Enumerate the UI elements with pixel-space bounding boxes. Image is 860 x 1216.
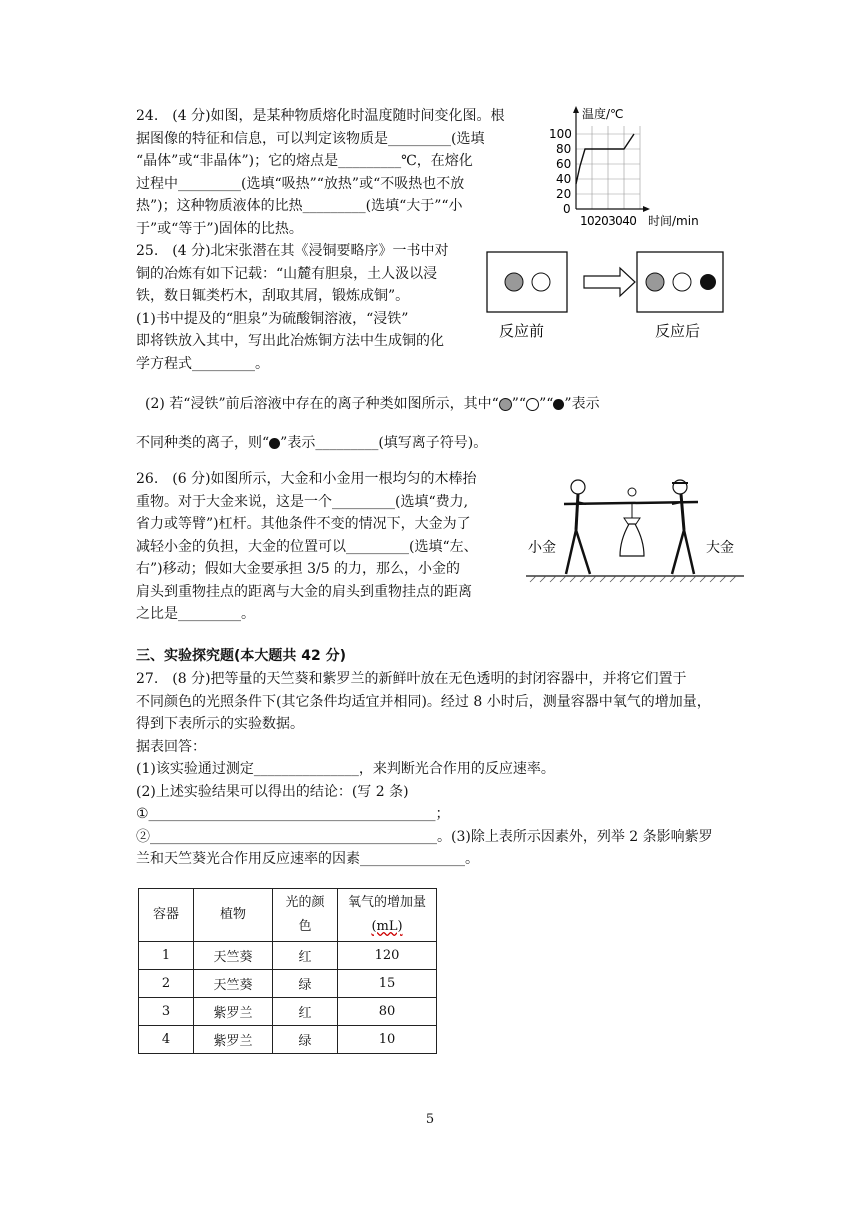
q25-part2-cont [136, 432, 487, 455]
q25-part2-text: (2) 若“浸铁”前后溶液中存在的离子种类如图所示，其中“ [145, 396, 499, 412]
gray-ion-icon [646, 273, 664, 291]
q25-part2-text: ”“ [539, 396, 554, 412]
q27-line: (1)该实验通过测定_______________，来判断光合作用的反应速率。 [136, 761, 555, 777]
xiaojin-label: 小金 [528, 540, 556, 556]
table-header: 氧气的增加量(mL) [338, 889, 437, 942]
table-row: 1 天竺葵 红 120 [139, 942, 437, 970]
graph-y-label: 温度/℃ [582, 107, 624, 121]
right-arrow-icon [584, 268, 635, 296]
q26-line: 省力或等臂”)杠杆。其他条件不变的情况下，大金为了 [136, 516, 471, 532]
graph-y-tick: 60 [556, 157, 572, 171]
q25-part2-text: ”表示_________(填写离子符号)。 [280, 435, 488, 451]
q27-text [136, 668, 713, 871]
q25-part2-text: 不同种类的离子，则“ [136, 435, 270, 451]
table-header: 容器 [139, 889, 194, 942]
graph-y-tick: 100 [549, 127, 572, 141]
black-ion-icon [553, 399, 564, 410]
q25-line: 25. (4 分)北宋张潜在其《浸铜要略序》一书中对 [136, 243, 449, 259]
q26-line: 右”)移动；假如大金要承担 3/5 的力，那么，小金的 [136, 561, 461, 577]
table-row: 2 天竺葵 绿 15 [139, 970, 437, 998]
q25-line: 即将铁放入其中，写出此冶炼铜方法中生成铜的化 [136, 333, 444, 349]
lever-figure [526, 470, 744, 590]
page-number: 5 [425, 1112, 435, 1127]
q24-line: 24. (4 分)如图，是某种物质熔化时温度随时间变化图。根 [136, 108, 505, 124]
q27-line: (2)上述实验结果可以得出的结论：(写 2 条) [136, 783, 409, 800]
q24-line: 过程中_________(选填“吸热”“放热”或“不吸热也不放 [136, 175, 465, 192]
graph-y-tick: 20 [556, 187, 572, 201]
white-ion-icon [673, 273, 691, 291]
q25-line: 学方程式_________。 [136, 355, 269, 372]
q26-line: 重物。对于大金来说，这是一个_________(选填“费力, [136, 493, 469, 510]
q27-line: ②_________________________________________。(3)除上表所示因素外，列举 2 条影响紫罗 [136, 828, 713, 845]
table-unit: (mL) [371, 919, 403, 934]
graph-x-label: 时间/min [648, 214, 699, 228]
q24-text [136, 105, 505, 240]
diagram-before-label: 反应前 [499, 322, 545, 340]
white-ion-icon [526, 398, 539, 411]
black-ion-icon [269, 438, 280, 449]
q26-line: 之比是_________。 [136, 606, 255, 622]
q27-line: 不同颜色的光照条件下(其它条件均适宜并相同)。经过 8 小时后，测量容器中氧气的增加量， [136, 693, 711, 710]
q24-line: 据图像的特征和信息，可以判定该物质是_________(选填 [136, 130, 485, 147]
q27-line: ①_________________________________________； [136, 806, 450, 822]
black-ion-icon [700, 274, 716, 290]
q25-part2-text: ”表示 [564, 396, 600, 412]
q26-text [136, 468, 478, 626]
q26-line: 肩头到重物挂点的距离与大金的肩头到重物挂点的距离 [136, 583, 472, 600]
table-row: 4 紫罗兰 绿 10 [139, 1026, 437, 1054]
q27-line: 27. (8 分)把等量的天竺葵和紫罗兰的新鲜叶放在无色透明的封闭容器中，并将它们置于 [136, 671, 687, 687]
q25-part2-text: ”“ [511, 396, 527, 412]
dajin-label: 大金 [706, 540, 734, 556]
graph-y-tick: 80 [556, 142, 572, 156]
ion-diagram [485, 250, 725, 345]
experiment-table [138, 888, 437, 1054]
gray-ion-icon [505, 273, 523, 291]
graph-x-ticks: 10203040 [580, 214, 637, 228]
section-heading: 三、实验探究题(本大题共 42 分) [136, 648, 347, 664]
q27-line: 据表回答： [136, 738, 206, 755]
q25-line: 铜的冶炼有如下记载：“山麓有胆泉，土人汲以浸 [136, 265, 438, 282]
graph-y-tick: 40 [556, 172, 572, 186]
q26-line: 减轻小金的负担，大金的位置可以_________(选填“左、 [136, 538, 478, 555]
gray-ion-icon [499, 398, 512, 411]
table-header: 植物 [194, 889, 273, 942]
white-ion-icon [532, 273, 550, 291]
q27-line: 兰和天竺葵光合作用反应速率的因素_______________。 [136, 851, 479, 867]
q27-line: 得到下表所示的实验数据。 [136, 716, 304, 732]
melting-graph [548, 104, 718, 232]
q25-line: 铁，数日辄类朽木，刮取其屑，锻炼成铜”。 [136, 288, 410, 304]
q24-line: “晶体”或“非晶体”)；它的熔点是_________℃，在熔化 [136, 153, 473, 169]
q25-line: (1)书中提及的“胆泉”为硫酸铜溶液，“浸铁” [136, 310, 409, 327]
diagram-after-label: 反应后 [655, 322, 701, 340]
graph-y-tick: 0 [563, 202, 571, 216]
q25-text [136, 240, 449, 375]
q24-line: 于”或“等于”)固体的比热。 [136, 220, 303, 237]
table-header: 光的颜色 [273, 889, 338, 942]
table-row: 3 紫罗兰 红 80 [139, 998, 437, 1026]
q24-line: 热”)；这种物质液体的比热_________(选填“大于”“小 [136, 198, 463, 214]
q25-part2 [145, 393, 600, 416]
q26-line: 26. (6 分)如图所示，大金和小金用一根均匀的木棒抬 [136, 471, 477, 487]
